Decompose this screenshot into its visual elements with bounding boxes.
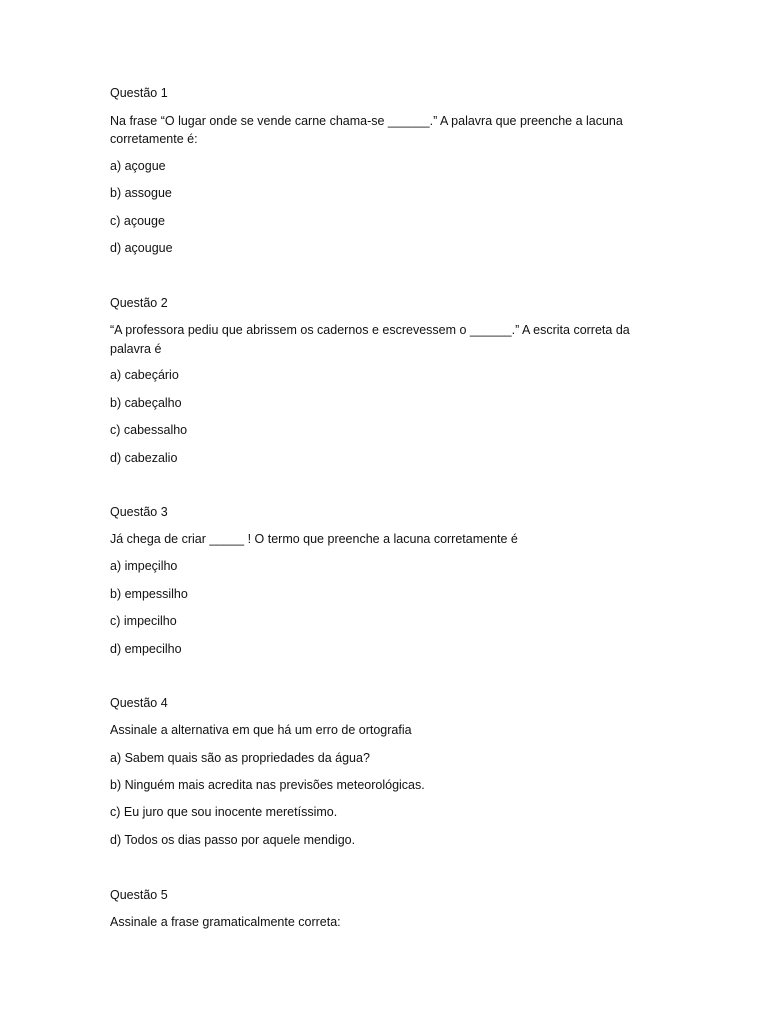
question-2-option-a: a) cabeçário	[110, 368, 179, 382]
question-4-prompt-line-1: Assinale a alternativa em que há um erro de ortografia	[110, 723, 412, 737]
question-4-option-a: a) Sabem quais são as propriedades da água?	[110, 751, 370, 765]
question-2-option-d: d) cabezalio	[110, 451, 178, 465]
question-3-prompt-line-1: Já chega de criar _____ ! O termo que preenche a lacuna corretamente é	[110, 532, 518, 546]
question-3-option-a: a) impeçilho	[110, 559, 178, 573]
question-1-option-a: a) açogue	[110, 159, 166, 173]
question-3-title: Questão 3	[110, 505, 168, 519]
question-2-prompt-line-1: “A professora pediu que abrissem os cadernos e escrevessem o ______.” A escrita correta da	[110, 323, 630, 337]
question-4-option-d: d) Todos os dias passo por aquele mendigo.	[110, 833, 356, 847]
question-3-option-d: d) empecilho	[110, 642, 182, 656]
question-1-prompt-line-1: Na frase “O lugar onde se vende carne chama-se ______.” A palavra que preenche a lacuna	[110, 114, 623, 128]
question-1-title: Questão 1	[110, 86, 168, 100]
question-2-title: Questão 2	[110, 296, 168, 310]
question-4-option-c: c) Eu juro que sou inocente meretíssimo.	[110, 805, 338, 819]
question-2-prompt-line-2: palavra é	[110, 342, 162, 356]
question-5-title: Questão 5	[110, 888, 168, 902]
question-1-option-b: b) assogue	[110, 186, 172, 200]
question-4-title: Questão 4	[110, 696, 168, 710]
question-2-option-c: c) cabessalho	[110, 423, 188, 437]
question-3-option-c: c) impecilho	[110, 614, 177, 628]
question-1-option-c: c) açouge	[110, 214, 165, 228]
question-2-option-b: b) cabeçalho	[110, 396, 182, 410]
question-4-option-b: b) Ninguém mais acredita nas previsões meteorológicas.	[110, 778, 425, 792]
question-3-option-b: b) empessilho	[110, 587, 188, 601]
question-5-prompt-line-1: Assinale a frase gramaticalmente correta:	[110, 915, 341, 929]
question-1-prompt-line-2: corretamente é:	[110, 132, 198, 146]
question-1-option-d: d) açougue	[110, 241, 173, 255]
